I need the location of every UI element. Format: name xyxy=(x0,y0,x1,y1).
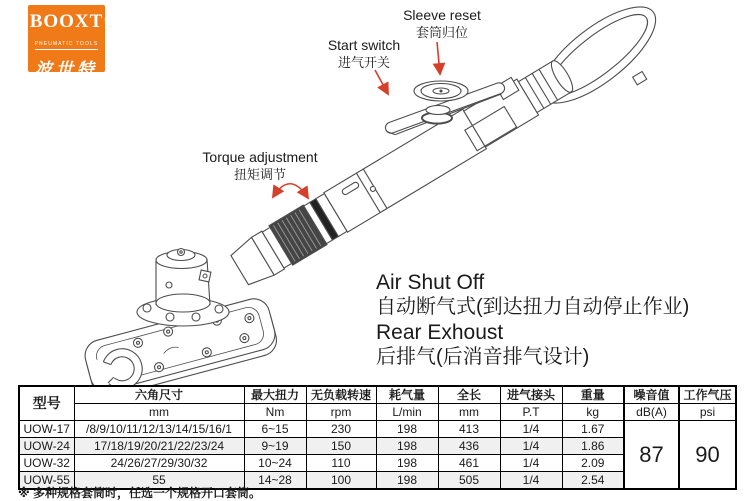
callout-sleeve-reset-zh: 套筒归位 xyxy=(415,25,469,40)
cell-inlet: 1/4 xyxy=(500,438,562,455)
cell-air: 198 xyxy=(376,438,438,455)
cell-air: 198 xyxy=(376,472,438,490)
cell-pressure-value: 90 xyxy=(679,421,736,490)
cell-length: 436 xyxy=(438,438,500,455)
cell-speed: 110 xyxy=(306,455,376,472)
feature-rear-exhaust-zh: 后排气(后消音排气设计) xyxy=(376,346,590,368)
cell-model: UOW-55 xyxy=(19,472,74,490)
cell-inlet: 1/4 xyxy=(500,455,562,472)
callout-torque-adjustment-en: Torque adjustment xyxy=(202,149,318,165)
spec-table xyxy=(18,385,737,490)
header-row-units xyxy=(19,404,736,421)
feature-air-shut-off: Air Shut Off xyxy=(376,271,485,294)
cell-weight: 1.86 xyxy=(562,438,624,455)
col-model: 型号 xyxy=(19,386,74,421)
col-noise: 噪音值 xyxy=(624,386,679,404)
cell-torque: 6~15 xyxy=(244,421,306,438)
brand-subtitle: PNEUMATIC TOOLS xyxy=(35,41,99,50)
cell-weight: 2.09 xyxy=(562,455,624,472)
unit-pressure: psi xyxy=(679,404,736,421)
cell-air: 198 xyxy=(376,455,438,472)
cell-speed: 150 xyxy=(306,438,376,455)
unit-weight: kg xyxy=(562,404,624,421)
cell-length: 461 xyxy=(438,455,500,472)
brand-chinese: 波世特 xyxy=(35,60,98,79)
torque-rotation-arrow-icon xyxy=(273,184,308,198)
callout-start-switch-en: Start switch xyxy=(327,37,401,53)
callout-sleeve-reset-en: Sleeve reset xyxy=(403,7,481,23)
unit-speed: rpm xyxy=(306,404,376,421)
cell-model: UOW-32 xyxy=(19,455,74,472)
cell-inlet: 1/4 xyxy=(500,472,562,490)
cell-speed: 100 xyxy=(306,472,376,490)
cell-inlet: 1/4 xyxy=(500,421,562,438)
header-row-labels xyxy=(19,386,736,404)
cell-speed: 230 xyxy=(306,421,376,438)
cell-hex: /8/9/10/11/12/13/14/15/16/1 xyxy=(74,421,244,438)
cell-length: 413 xyxy=(438,421,500,438)
cell-hex: 55 xyxy=(74,472,244,490)
col-overall-length: 全长 xyxy=(438,386,500,404)
cell-model: UOW-17 xyxy=(19,421,74,438)
cell-model: UOW-24 xyxy=(19,438,74,455)
feature-air-shut-off-zh: 自动断气式(到达扭力自动停止作业) xyxy=(376,296,690,318)
cell-torque: 10~24 xyxy=(244,455,306,472)
callout-start-switch xyxy=(328,37,400,71)
col-pressure: 工作气压 xyxy=(679,386,736,404)
unit-air: L/min xyxy=(376,404,438,421)
callout-sleeve-reset xyxy=(403,7,481,41)
loop-shackle xyxy=(633,71,647,84)
brand-name: BOOXT ® xyxy=(29,11,111,32)
callout-torque-adjustment-zh: 扭矩调节 xyxy=(233,167,286,182)
registered-mark: ® xyxy=(104,16,111,24)
cell-torque: 14~28 xyxy=(244,472,306,490)
cell-hex: 24/26/27/29/30/32 xyxy=(74,455,244,472)
col-air-inlet: 进气接头 xyxy=(500,386,562,404)
footnote: ※ 多种规格套筒时，任选一个规格开口套筒。 xyxy=(18,486,262,500)
cell-hex: 17/18/19/20/21/22/23/24 xyxy=(74,438,244,455)
unit-torque: Nm xyxy=(244,404,306,421)
start-switch-arrow-icon xyxy=(375,70,388,94)
callout-torque-adjustment xyxy=(202,149,317,183)
col-hex-size: 六角尺寸 xyxy=(74,386,244,404)
unit-noise: dB(A) xyxy=(624,404,679,421)
unit-length: mm xyxy=(438,404,500,421)
cell-length: 505 xyxy=(438,472,500,490)
cell-noise-value: 87 xyxy=(624,421,679,490)
unit-hex: mm xyxy=(74,404,244,421)
cell-weight: 1.67 xyxy=(562,421,624,438)
col-max-torque: 最大扭力 xyxy=(244,386,306,404)
callout-start-switch-zh: 进气开关 xyxy=(337,55,391,70)
gear-housing xyxy=(137,249,229,327)
cell-weight: 2.54 xyxy=(562,472,624,490)
sleeve-reset-arrow-icon xyxy=(437,42,440,74)
table-row xyxy=(19,421,736,438)
unit-inlet: P.T xyxy=(500,404,562,421)
feature-text xyxy=(376,270,689,370)
col-weight: 重量 xyxy=(562,386,624,404)
feature-rear-exhaust: Rear Exhoust xyxy=(376,321,504,344)
cell-torque: 9~19 xyxy=(244,438,306,455)
cell-air: 198 xyxy=(376,421,438,438)
col-air-consumption: 耗气量 xyxy=(376,386,438,404)
col-free-speed: 无负载转速 xyxy=(306,386,376,404)
